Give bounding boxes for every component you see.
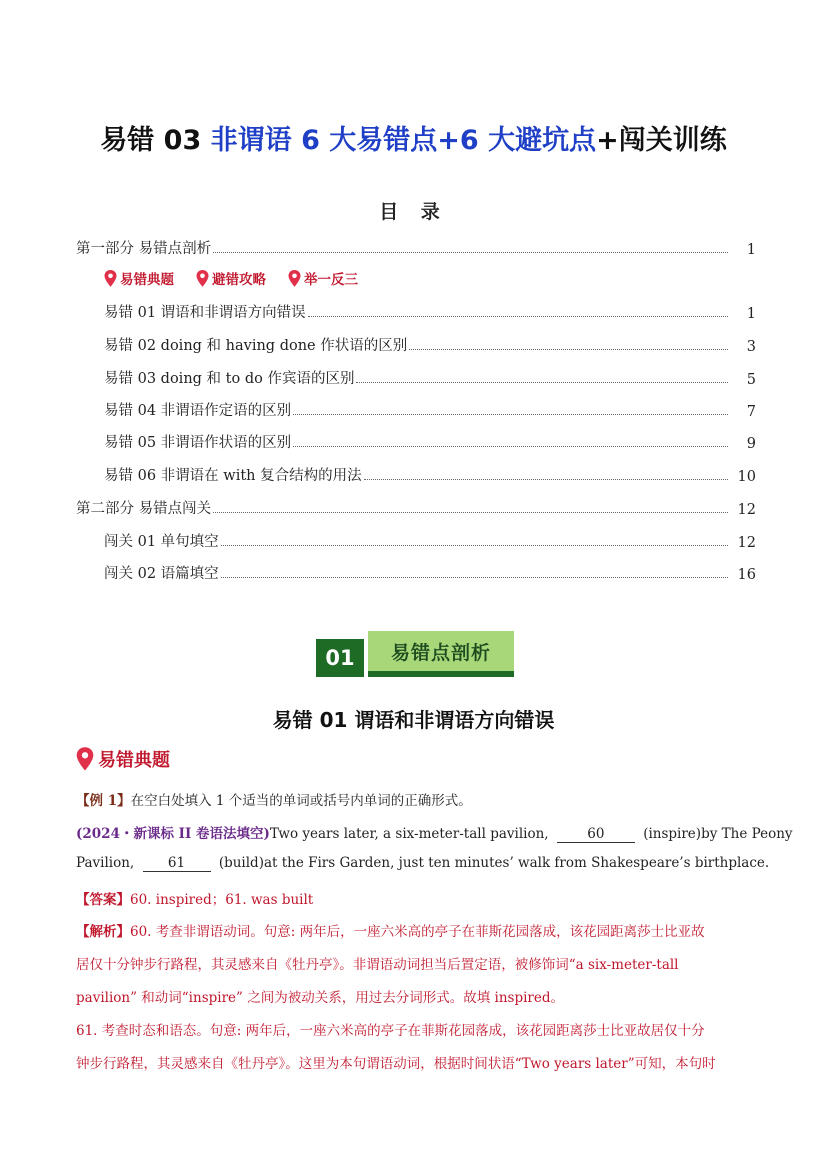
toc-entry-label: 闯关 01 单句填空	[104, 534, 219, 550]
banner-number: 01	[316, 639, 364, 677]
toc-page: 9	[746, 436, 756, 452]
location-pin-icon	[76, 747, 94, 771]
toc-tags	[104, 268, 358, 288]
tag-item	[104, 268, 174, 288]
example-tag: 【例 1】	[76, 793, 131, 809]
toc-leader	[293, 413, 728, 415]
toc-entry[interactable]	[104, 463, 756, 485]
toc-page: 1	[746, 242, 756, 258]
location-pin-icon	[104, 270, 117, 287]
toc-leader	[213, 511, 728, 513]
section-title: 易错 01 谓语和非谓语方向错误	[272, 708, 555, 732]
section-banner	[316, 628, 514, 678]
example-text-2: (inspire)by The Peony	[643, 826, 793, 842]
tag-item	[288, 268, 358, 288]
analysis-line: 钟步行路程，其灵感来自《牡丹亭》。这里为本句谓语动词，根据时间状语“Two years later”可知，本句时	[76, 1056, 716, 1072]
example-text-1: Two years later, a six-meter-tall pavilion,	[269, 826, 549, 842]
toc-entry[interactable]	[104, 333, 756, 355]
toc-entry-label: 易错 06 非谓语在 with 复合结构的用法	[104, 468, 362, 484]
location-pin-icon	[196, 270, 209, 287]
toc-page: 12	[737, 502, 756, 518]
toc-leader	[308, 315, 728, 317]
example-instruction-line	[76, 789, 756, 809]
toc-heading: 目 录	[379, 201, 448, 223]
toc-entry-label: 闯关 02 语篇填空	[104, 566, 219, 582]
answer-blank[interactable]: 61	[143, 855, 211, 872]
toc-page: 12	[737, 535, 756, 551]
answer-blank[interactable]: 60	[557, 826, 635, 843]
tag-item	[196, 268, 266, 288]
toc-entry[interactable]	[104, 430, 756, 452]
analysis-line: pavilion” 和动词“inspire” 之间为被动关系，用过去分词形式。故填 inspired。	[76, 990, 564, 1006]
tag-label: 易错典题	[120, 272, 174, 288]
tag-label: 避错攻略	[212, 272, 266, 288]
toc-part2-label: 第二部分 易错点闯关	[76, 501, 212, 517]
analysis-line: 61. 考查时态和语态。句意: 两年后，一座六米高的亭子在菲斯花园落成，该花园距离莎士比亚故居仅十分	[76, 1023, 705, 1039]
toc-entry-label: 易错 01 谓语和非谓语方向错误	[104, 305, 306, 321]
toc-page: 5	[746, 372, 756, 388]
toc-part1-label: 第一部分 易错点剖析	[76, 241, 212, 257]
toc-entry-label: 易错 03 doing 和 to do 作宾语的区别	[104, 371, 355, 387]
analysis-line: 居仅十分钟步行路程，其灵感来自《牡丹亭》。非谓语动词担当后置定语，被修饰词“a six-meter-tall	[76, 957, 679, 973]
analysis-text: 60. 考查非谓语动词。句意: 两年后，一座六米高的亭子在菲斯花园落成，该花园距离莎士比亚故	[130, 924, 705, 940]
sub-title	[76, 746, 170, 772]
banner-label: 易错点剖析	[368, 631, 514, 677]
example-text-4: (build)at the Firs Garden, just ten minutes’ walk from Shakespeare’s birthplace.	[218, 855, 770, 871]
toc-entry[interactable]	[104, 561, 756, 583]
toc-entry[interactable]	[104, 529, 756, 551]
tag-label: 举一反三	[304, 272, 358, 288]
toc-page: 16	[737, 567, 756, 583]
toc-page: 1	[746, 306, 756, 322]
title-main: 非谓语 6 大易错点+6 大避坑点	[210, 125, 597, 156]
toc-leader	[364, 478, 728, 480]
toc-entry-label: 易错 02 doing 和 having done 作状语的区别	[104, 338, 408, 354]
toc-leader	[409, 348, 728, 350]
document-title	[0, 118, 827, 157]
toc-page: 7	[746, 404, 756, 420]
example-source: (2024・新课标 II 卷语法填空)	[76, 826, 270, 842]
title-suffix: +闯关训练	[596, 125, 727, 156]
answer-line	[76, 888, 756, 908]
toc-entry[interactable]	[104, 300, 756, 322]
sub-title-label: 易错典题	[98, 750, 170, 771]
answer-text: 60. inspired；61. was built	[130, 892, 314, 908]
toc-entry[interactable]	[104, 398, 756, 420]
toc-part2[interactable]	[76, 496, 756, 518]
toc-page: 3	[746, 339, 756, 355]
answer-tag: 【答案】	[76, 892, 130, 908]
analysis-line	[76, 920, 756, 940]
toc-leader	[293, 445, 728, 447]
toc-entry-label: 易错 04 非谓语作定语的区别	[104, 403, 292, 419]
toc-leader	[221, 544, 728, 546]
location-pin-icon	[288, 270, 301, 287]
toc-entry-label: 易错 05 非谓语作状语的区别	[104, 435, 292, 451]
title-prefix: 易错 03	[100, 125, 202, 156]
toc-leader	[221, 576, 728, 578]
toc-leader	[213, 251, 728, 253]
example-line-1	[76, 822, 793, 843]
toc-leader	[356, 381, 728, 383]
analysis-tag: 【解析】	[76, 924, 130, 940]
toc-page: 10	[737, 469, 756, 485]
toc-part1[interactable]	[76, 236, 756, 258]
example-text-3: Pavilion,	[76, 855, 135, 871]
example-instruction: 在空白处填入 1 个适当的单词或括号内单词的正确形式。	[130, 793, 472, 809]
toc-entry[interactable]	[104, 366, 756, 388]
example-line-2	[76, 855, 770, 872]
